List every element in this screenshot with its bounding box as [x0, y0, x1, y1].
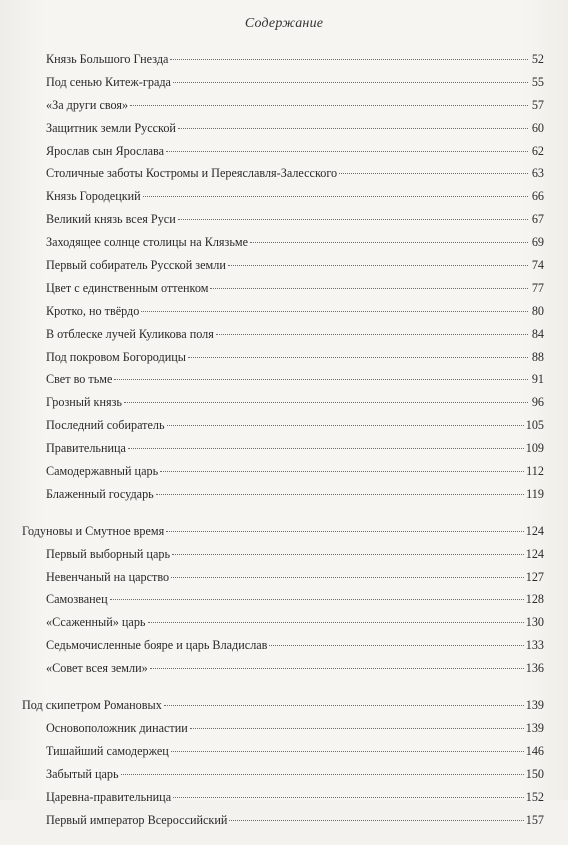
dot-leader: [114, 379, 528, 380]
dot-leader: [130, 105, 528, 106]
toc-entry-title: В отблеске лучей Куликова поля: [46, 326, 214, 341]
toc-entry[interactable]: [22, 391, 544, 414]
dot-leader: [188, 357, 528, 358]
toc-entry[interactable]: [22, 786, 544, 809]
dot-leader: [178, 128, 528, 129]
toc-entry-page: 150: [525, 766, 544, 781]
toc-entry[interactable]: [22, 346, 544, 369]
toc-entry-title: Свет во тьме: [46, 372, 113, 387]
dot-leader: [210, 288, 528, 289]
toc-entry-page: 128: [525, 592, 544, 607]
toc-entry[interactable]: [22, 543, 544, 566]
toc-entry[interactable]: [22, 763, 544, 786]
toc-entry-page: 74: [531, 258, 544, 273]
toc-entry-title: Первый император Всероссийский: [46, 812, 228, 827]
dot-leader: [167, 425, 524, 426]
toc-entry-page: 133: [525, 638, 544, 653]
dot-leader: [339, 173, 528, 174]
table-of-contents: [22, 48, 544, 845]
toc-entry-page: 55: [531, 74, 544, 89]
toc-entry-title: Под сенью Китеж-града: [46, 74, 171, 89]
dot-leader: [156, 494, 524, 495]
toc-entry-title: Основоположник династии: [46, 720, 188, 735]
toc-entry[interactable]: [22, 94, 544, 117]
toc-section-1: [22, 48, 544, 506]
toc-entry-title: «Совет всея земли»: [46, 661, 148, 676]
toc-entry[interactable]: [22, 277, 544, 300]
toc-entry-page: 127: [525, 569, 544, 584]
toc-entry-page: 62: [531, 143, 544, 158]
toc-entry-page: 63: [531, 166, 544, 181]
toc-heading-page: 139: [525, 698, 544, 713]
toc-entry-page: 105: [525, 418, 544, 433]
dot-leader: [164, 705, 524, 706]
toc-entry-title: Грозный князь: [46, 395, 122, 410]
toc-entry-title: Царевна-правительница: [46, 789, 172, 804]
toc-entry-page: 109: [525, 441, 544, 456]
dot-leader: [171, 751, 524, 752]
toc-entry-title: Невенчаный на царство: [46, 569, 170, 584]
toc-entry-page: 152: [525, 789, 544, 804]
toc-entry[interactable]: [22, 460, 544, 483]
toc-entry[interactable]: [22, 566, 544, 589]
toc-entry-title: Первый собиратель Русской земли: [46, 258, 226, 273]
dot-leader: [190, 728, 524, 729]
dot-leader: [228, 265, 528, 266]
toc-entry-title: Ярослав сын Ярослава: [46, 143, 165, 158]
toc-entry-page: 91: [531, 372, 544, 387]
toc-entry[interactable]: [22, 717, 544, 740]
toc-entry[interactable]: [22, 140, 544, 163]
dot-leader: [121, 774, 524, 775]
toc-entry[interactable]: [22, 48, 544, 71]
dot-leader: [148, 622, 524, 623]
toc-heading-page: 124: [525, 523, 544, 538]
toc-entry-page: 130: [525, 615, 544, 630]
toc-entry-title: Самозванец: [46, 592, 108, 607]
dot-leader: [166, 531, 523, 532]
toc-entry-title: Защитник земли Русской: [46, 120, 176, 135]
toc-entry-title: «Ссаженный» царь: [46, 615, 146, 630]
toc-heading-title: Годуновы и Смутное время: [22, 523, 165, 538]
toc-section-heading[interactable]: [22, 694, 544, 717]
dot-leader: [143, 196, 528, 197]
toc-entry-page: 60: [531, 120, 544, 135]
toc-entry-page: 88: [531, 349, 544, 364]
toc-entry-title: Последний собиратель: [46, 418, 165, 433]
dot-leader: [178, 219, 528, 220]
toc-entry-title: Под покровом Богородицы: [46, 349, 186, 364]
toc-entry-page: 52: [531, 52, 544, 66]
dot-leader: [128, 448, 524, 449]
dot-leader: [173, 797, 524, 798]
toc-entry[interactable]: [22, 117, 544, 140]
toc-entry[interactable]: [22, 740, 544, 763]
toc-entry[interactable]: [22, 185, 544, 208]
toc-entry-title: Правительница: [46, 441, 126, 456]
toc-section-heading[interactable]: [22, 520, 544, 543]
toc-entry-title: Самодержавный царь: [46, 464, 159, 479]
toc-entry-page: 77: [531, 280, 544, 295]
toc-entry-page: 66: [531, 189, 544, 204]
toc-entry-page: 80: [531, 303, 544, 318]
dot-leader: [216, 334, 528, 335]
toc-entry-page: 139: [525, 720, 544, 735]
toc-entry-title: Цвет с единственным оттенком: [46, 280, 209, 295]
toc-entry[interactable]: [22, 588, 544, 611]
toc-entry[interactable]: [22, 231, 544, 254]
toc-entry[interactable]: [22, 71, 544, 94]
toc-entry-page: 67: [531, 212, 544, 227]
toc-entry-title: Первый выборный царь: [46, 546, 171, 561]
toc-entry-page: 146: [525, 743, 544, 758]
dot-leader: [110, 599, 524, 600]
toc-entry-page: 57: [531, 97, 544, 112]
toc-entry[interactable]: [22, 162, 544, 185]
dot-leader: [173, 82, 528, 83]
toc-entry[interactable]: [22, 254, 544, 277]
page-title: Содержание: [244, 16, 324, 31]
toc-entry-page: 69: [531, 235, 544, 250]
dot-leader: [172, 554, 524, 555]
dot-leader: [124, 402, 528, 403]
toc-entry[interactable]: [22, 657, 544, 680]
toc-entry-page: 157: [525, 812, 544, 827]
dot-leader: [160, 471, 524, 472]
toc-entry-title: Блаженный государь: [46, 486, 154, 501]
toc-entry[interactable]: [22, 483, 544, 506]
toc-entry[interactable]: [22, 437, 544, 460]
toc-section-3: [22, 694, 544, 831]
dot-leader: [229, 820, 523, 821]
toc-entry[interactable]: [22, 809, 544, 832]
toc-section-2: [22, 520, 544, 680]
toc-entry-title: «За други своя»: [46, 97, 129, 112]
toc-entry-title: Заходящее солнце столицы на Клязьме: [46, 235, 249, 250]
toc-entry-page: 119: [526, 486, 544, 501]
dot-leader: [170, 59, 528, 60]
toc-entry[interactable]: [22, 611, 544, 634]
toc-entry[interactable]: [22, 300, 544, 323]
toc-entry[interactable]: [22, 208, 544, 231]
dot-leader: [141, 311, 528, 312]
toc-entry-page: 136: [525, 661, 544, 676]
toc-entry-title: Седьмочисленные бояре и царь Владислав: [46, 638, 268, 653]
toc-entry-page: 124: [525, 546, 544, 561]
dot-leader: [250, 242, 528, 243]
toc-entry[interactable]: [22, 634, 544, 657]
toc-entry-title: Столичные заботы Костромы и Переяславля-Залесского: [46, 166, 338, 181]
toc-entry[interactable]: [22, 323, 544, 346]
toc-entry-page: 96: [531, 395, 544, 410]
toc-entry-title: Великий князь всея Руси: [46, 212, 176, 227]
dot-leader: [171, 577, 524, 578]
toc-entry-title: Тишайший самодержец: [46, 743, 169, 758]
dot-leader: [269, 645, 523, 646]
toc-entry-page: 84: [531, 326, 544, 341]
toc-entry-title: Забытый царь: [46, 766, 119, 781]
toc-entry[interactable]: [22, 414, 544, 437]
toc-entry-title: Князь Большого Гнезда: [46, 52, 169, 66]
toc-heading-title: Под скипетром Романовых: [22, 698, 162, 713]
dot-leader: [150, 668, 524, 669]
toc-entry-title: Князь Городецкий: [46, 189, 141, 204]
toc-entry-page: 112: [526, 464, 544, 479]
dot-leader: [166, 151, 528, 152]
toc-entry[interactable]: [22, 368, 544, 391]
toc-entry-title: Кротко, но твёрдо: [46, 303, 140, 318]
